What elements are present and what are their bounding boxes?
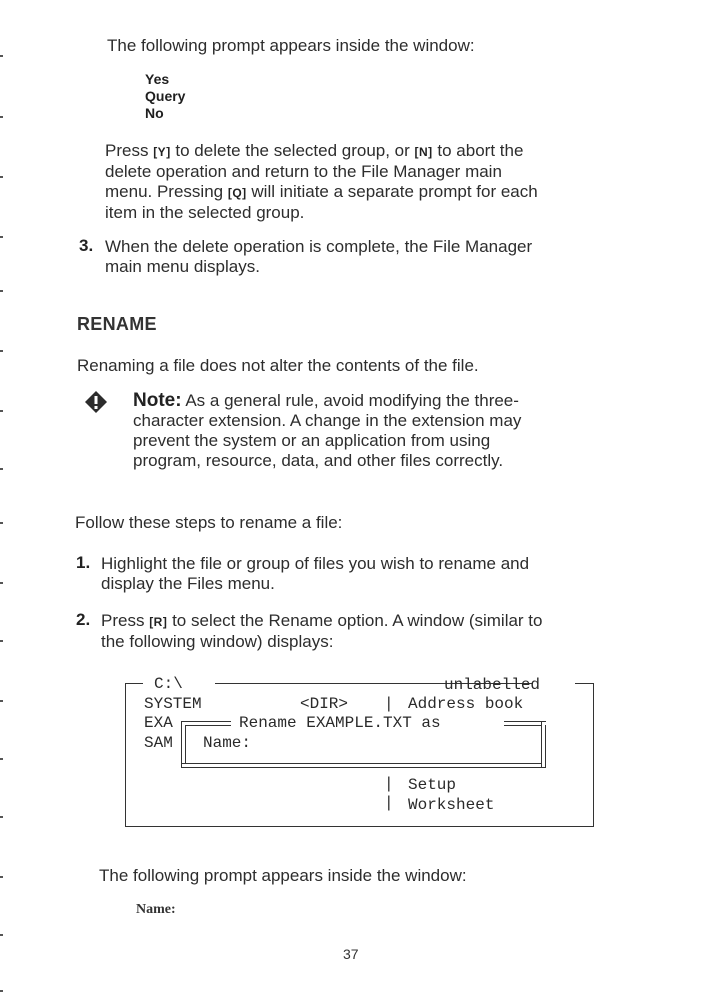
intro-prompt-text: The following prompt appears inside the window:	[107, 36, 475, 55]
step-1-text	[101, 554, 529, 594]
margin-mark	[0, 176, 3, 178]
text: prevent the system or an application from using	[133, 431, 491, 450]
text: the following window) displays:	[101, 632, 334, 651]
step-3-text	[105, 237, 532, 277]
margin-mark	[0, 640, 3, 642]
name-field-label: Name:	[203, 734, 252, 752]
page-number: 37	[343, 946, 359, 962]
margin-mark	[0, 934, 3, 936]
margin-mark	[0, 522, 3, 524]
follow-steps-text: Follow these steps to rename a file:	[75, 513, 343, 532]
margin-mark	[0, 410, 3, 412]
file-setup: Setup	[408, 776, 457, 794]
margin-mark	[0, 876, 3, 878]
file-worksheet: Worksheet	[408, 796, 495, 814]
margin-mark	[0, 236, 3, 238]
margin-mark	[0, 290, 3, 292]
text: As a general rule, avoid modifying the three-	[181, 391, 519, 410]
margin-mark	[0, 116, 3, 118]
text: will initiate a separate prompt for each	[246, 182, 538, 201]
margin-mark	[0, 700, 3, 702]
dir-entry-name: SYSTEM	[144, 695, 202, 713]
prompt-option-no: No	[145, 105, 164, 121]
prompt-option-yes: Yes	[145, 71, 170, 87]
text: Press	[101, 611, 150, 630]
dir-entry-type: <DIR>	[300, 695, 349, 713]
key-r: [R]	[149, 615, 168, 629]
file-entry-truncated: EXA	[144, 714, 173, 732]
text: to abort the	[432, 141, 524, 160]
key-n: [N]	[414, 145, 433, 159]
rename-heading: RENAME	[77, 314, 157, 334]
text: to select the Rename option. A window (similar to	[167, 611, 543, 630]
key-q: [Q]	[227, 186, 247, 200]
text: item in the selected group.	[105, 203, 305, 222]
text: menu. Pressing	[105, 182, 228, 201]
drive-label: C:\	[154, 675, 183, 693]
margin-mark	[0, 350, 3, 352]
volume-label: unlabelled	[444, 676, 541, 694]
text: character extension. A change in the extension may	[133, 411, 522, 430]
margin-mark	[0, 816, 3, 818]
text: delete operation and return to the File Manager main	[105, 162, 502, 181]
text: to delete the selected group, or	[170, 141, 415, 160]
outro-prompt-text: The following prompt appears inside the window:	[99, 866, 467, 885]
column-separator: |	[384, 695, 394, 713]
text: program, resource, data, and other files correctly.	[133, 451, 504, 470]
press-paragraph	[105, 141, 538, 223]
margin-mark	[0, 55, 3, 57]
note-label: Note:	[133, 390, 182, 411]
text: Highlight the file or group of files you wish to rename and	[101, 554, 530, 573]
name-prompt: Name:	[136, 902, 176, 917]
column-separator: |	[384, 794, 394, 812]
step-3-number: 3.	[79, 236, 94, 255]
text: display the Files menu.	[101, 574, 275, 593]
note-block	[133, 391, 521, 471]
rename-intro: Renaming a file does not alter the contents of the file.	[77, 356, 479, 375]
step-2-text	[101, 611, 543, 652]
margin-mark	[0, 468, 3, 470]
column-separator: |	[384, 775, 394, 793]
text: Press	[105, 141, 154, 160]
text: When the delete operation is complete, the File Manager	[105, 237, 533, 256]
margin-mark	[0, 990, 3, 992]
prompt-option-query: Query	[145, 88, 186, 104]
file-entry-truncated: SAM	[144, 734, 173, 752]
margin-mark	[0, 758, 3, 760]
step-2-number: 2.	[76, 610, 91, 629]
file-address-book: Address book	[408, 695, 524, 713]
warning-diamond-icon	[84, 390, 108, 414]
step-1-number: 1.	[76, 553, 91, 572]
rename-window-illustration	[120, 672, 600, 832]
dialog-title: Rename EXAMPLE.TXT as	[239, 714, 441, 732]
text: main menu displays.	[105, 257, 260, 276]
key-y: [Y]	[153, 145, 171, 159]
margin-mark	[0, 582, 3, 584]
